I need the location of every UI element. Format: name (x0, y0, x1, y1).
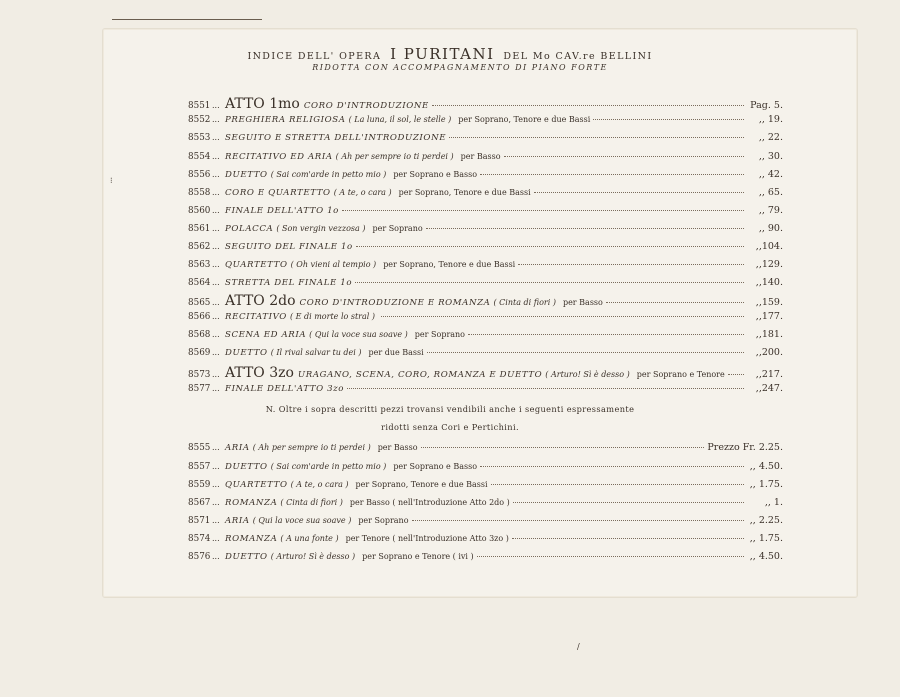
act-label: ATTO 2do (225, 293, 296, 309)
dotted-leader (491, 483, 744, 485)
entry-row (188, 277, 783, 293)
entry-row (188, 96, 783, 112)
piece-title: ROMANZA (225, 498, 278, 508)
leader-dots: ... (212, 443, 220, 452)
top-rule (112, 19, 262, 20)
piece-title: URAGANO, SCENA, CORO, ROMANZA E DUETTO (297, 370, 543, 380)
piece-title: QUARTETTO (225, 480, 288, 490)
page-number: ,,247. (755, 383, 783, 394)
incipit: ( Sai com'arde in petto mio ) (270, 170, 387, 179)
leader-dots: ... (212, 152, 220, 161)
catalog-number: 8565 (188, 298, 211, 308)
dotted-leader (412, 519, 744, 521)
entry-row (188, 169, 783, 185)
voices: per Basso (562, 298, 603, 307)
piece-title: FINALE DELL'ATTO 1o (225, 206, 339, 216)
entry-row (188, 311, 783, 327)
voices: per Soprano (372, 224, 423, 233)
voices: per Soprano e Tenore (636, 370, 725, 379)
dotted-leader (342, 209, 744, 211)
page-number: ,,200. (755, 347, 783, 358)
page-number: ,,104. (755, 241, 783, 252)
leader-dots: ... (212, 498, 220, 507)
leader-dots: ... (212, 462, 220, 471)
piece-title: RECITATIVO ED ARIA (225, 152, 333, 162)
piece-title: ARIA (225, 516, 250, 526)
price: ,, 4.50. (749, 461, 783, 472)
piece-title: POLACCA (225, 224, 274, 234)
dotted-leader (355, 281, 744, 283)
extra-entry-row (188, 551, 783, 567)
voices: per Soprano e Basso (393, 462, 478, 471)
incipit: ( Qui la voce sua soave ) (252, 516, 352, 525)
entry-row (188, 241, 783, 257)
catalog-number: 8551 (188, 101, 211, 111)
extra-entry-row (188, 533, 783, 549)
piece-title: SEGUITO E STRETTA DELL'INTRODUZIONE (225, 133, 447, 143)
dotted-leader (593, 118, 744, 120)
catalog-number: 8576 (188, 552, 211, 562)
page-number: ,,129. (755, 259, 783, 270)
entry-row (188, 187, 783, 203)
voices: per Soprano, Tenore e due Bassi (458, 115, 591, 124)
piece-title: DUETTO (225, 348, 268, 358)
dotted-leader (504, 155, 744, 157)
dotted-leader (381, 315, 744, 317)
piece-title: DUETTO (225, 552, 268, 562)
page-number: ,, 42. (758, 169, 783, 180)
piece-title: SEGUITO DEL FINALE 1o (225, 242, 353, 252)
piece-title: ARIA (225, 443, 250, 453)
opera-title: I PURITANI (390, 45, 495, 63)
piece-title: ROMANZA (225, 534, 278, 544)
extra-entry-row (188, 479, 783, 495)
catalog-number: 8555 (188, 443, 211, 453)
dotted-leader (432, 104, 744, 106)
dotted-leader (427, 351, 744, 353)
page-number: Pag. 5. (750, 100, 783, 111)
leader-dots: ... (212, 330, 220, 339)
voices: per Soprano e Basso (393, 170, 478, 179)
entry-row (188, 114, 783, 130)
dotted-leader (347, 387, 744, 389)
price: ,, 4.50. (749, 551, 783, 562)
page-number: ,, 19. (758, 114, 783, 125)
price: Prezzo Fr. 2.25. (707, 442, 783, 453)
catalog-number: 8563 (188, 260, 211, 270)
catalog-number: 8558 (188, 188, 211, 198)
dotted-leader (480, 465, 744, 467)
page-number: ,,140. (755, 277, 783, 288)
page-number: ,, 90. (758, 223, 783, 234)
voices: per Soprano, Tenore e due Bassi (355, 480, 488, 489)
leader-dots: ... (212, 101, 220, 110)
voices: per Soprano e Tenore ( ivi ) (362, 552, 474, 561)
header-pre: INDICE DELL' OPERA (247, 51, 382, 62)
voices: per Soprano, Tenore e due Bassi (398, 188, 531, 197)
leader-dots: ... (212, 188, 220, 197)
price: ,, 1.75. (749, 533, 783, 544)
leader-dots: ... (212, 370, 220, 379)
incipit: ( Qui la voce sua soave ) (309, 330, 408, 339)
incipit: ( Ah per sempre io ti perdei ) (335, 152, 454, 161)
entry-row (188, 205, 783, 221)
dotted-leader (534, 191, 744, 193)
note-line-1: N. Oltre i sopra descritti pezzi trovansi vendibili anche i seguenti espressamente (265, 404, 635, 414)
piece-title: DUETTO (225, 170, 268, 180)
voices: per Basso ( nell'Introduzione Atto 2do ) (349, 498, 510, 507)
piece-title: PREGHIERA RELIGIOSA (225, 115, 346, 125)
entry-row (188, 347, 783, 363)
dotted-leader (356, 245, 744, 247)
piece-title: DUETTO (225, 462, 268, 472)
incipit: ( Cinta di fiori ) (280, 498, 343, 507)
header-line-1 (0, 45, 900, 63)
page-number: ,,159. (755, 297, 783, 308)
page-number: ,, 22. (758, 132, 783, 143)
header-post: DEL Mo CAV.re BELLINI (503, 51, 653, 62)
extra-entry-row (188, 442, 783, 458)
leader-dots: ... (212, 115, 220, 124)
incipit: ( A te, o cara ) (290, 480, 349, 489)
act-label: ATTO 1mo (225, 96, 300, 112)
page-mark: / (577, 642, 580, 651)
note-line-2: ridotti senza Cori e Pertichini. (381, 422, 519, 432)
piece-title: RECITATIVO (225, 312, 287, 322)
entry-row (188, 132, 783, 148)
incipit: ( Son vergin vezzosa ) (276, 224, 366, 233)
leader-dots: ... (212, 206, 220, 215)
leader-dots: ... (212, 298, 220, 307)
piece-title: CORO E QUARTETTO (225, 188, 331, 198)
entry-row (188, 329, 783, 345)
act-label: ATTO 3zo (225, 365, 294, 381)
voices: per Basso (460, 152, 501, 161)
entry-row (188, 293, 783, 309)
entry-row (188, 151, 783, 167)
leader-dots: ... (212, 224, 220, 233)
incipit: ( Cinta di fiori ) (493, 298, 556, 307)
dotted-leader (477, 555, 744, 557)
leader-dots: ... (212, 552, 220, 561)
page-number: ,,177. (755, 311, 783, 322)
catalog-number: 8567 (188, 498, 211, 508)
piece-title: FINALE DELL'ATTO 3zo (225, 384, 345, 394)
catalog-number: 8556 (188, 170, 211, 180)
incipit: ( La luna, il sol, le stelle ) (348, 115, 452, 124)
leader-dots: ... (212, 534, 220, 543)
incipit: ( A te, o cara ) (333, 188, 392, 197)
header-line-2: RIDOTTA CON ACCOMPAGNAMENTO DI PIANO FORTE (312, 63, 608, 72)
leader-dots: ... (212, 242, 220, 251)
piece-title: SCENA ED ARIA (225, 330, 307, 340)
catalog-number: 8561 (188, 224, 211, 234)
catalog-number: 8574 (188, 534, 211, 544)
catalog-number: 8559 (188, 480, 211, 490)
leader-dots: ... (212, 516, 220, 525)
catalog-number: 8573 (188, 370, 211, 380)
incipit: ( Arturo! Sì è desso ) (270, 552, 356, 561)
leader-dots: ... (212, 170, 220, 179)
extra-entry-row (188, 461, 783, 477)
dotted-leader (449, 136, 744, 138)
dotted-leader (518, 263, 744, 265)
dotted-leader (468, 333, 744, 335)
leader-dots: ... (212, 278, 220, 287)
dotted-leader (513, 501, 744, 503)
dotted-leader (606, 301, 744, 303)
entry-row (188, 365, 783, 381)
voices: per Basso (377, 443, 418, 452)
leader-dots: ... (212, 260, 220, 269)
page-number: ,, 65. (758, 187, 783, 198)
incipit: ( Ah per sempre io ti perdei ) (252, 443, 371, 452)
voices: per due Bassi (368, 348, 424, 357)
catalog-number: 8554 (188, 152, 211, 162)
leader-dots: ... (212, 480, 220, 489)
page-number: ,,217. (755, 369, 783, 380)
dotted-leader (512, 537, 744, 539)
incipit: ( Il rival salvar tu dei ) (270, 348, 362, 357)
catalog-number: 8568 (188, 330, 211, 340)
entry-row (188, 223, 783, 239)
voices: per Soprano (414, 330, 465, 339)
piece-title: STRETTA DEL FINALE 1o (225, 278, 353, 288)
leader-dots: ... (212, 312, 220, 321)
incipit: ( Oh vieni al tempio ) (290, 260, 377, 269)
voices: per Soprano, Tenore e due Bassi (383, 260, 516, 269)
dotted-leader (728, 373, 744, 375)
voices: per Tenore ( nell'Introduzione Atto 3zo ) (345, 534, 509, 543)
price: ,, 1.75. (749, 479, 783, 490)
incipit: ( E di morte lo stral ) (289, 312, 375, 321)
dotted-leader (421, 446, 705, 448)
catalog-number: 8560 (188, 206, 211, 216)
piece-title: QUARTETTO (225, 260, 288, 270)
page-number: ,, 30. (758, 151, 783, 162)
piece-title: CORO D'INTRODUZIONE (303, 101, 429, 111)
leader-dots: ... (212, 384, 220, 393)
catalog-number: 8569 (188, 348, 211, 358)
extra-entry-row (188, 497, 783, 513)
entry-row (188, 259, 783, 275)
catalog-number: 8557 (188, 462, 211, 472)
leader-dots: ... (212, 348, 220, 357)
voices: per Soprano (358, 516, 409, 525)
page-number: ,,181. (755, 329, 783, 340)
dotted-leader (426, 227, 744, 229)
dotted-leader (480, 173, 744, 175)
piece-title: CORO D'INTRODUZIONE E ROMANZA (299, 298, 491, 308)
catalog-number: 8577 (188, 384, 211, 394)
catalog-number: 8566 (188, 312, 211, 322)
catalog-number: 8552 (188, 115, 211, 125)
price: ,, 2.25. (749, 515, 783, 526)
incipit: ( Sai com'arde in petto mio ) (270, 462, 387, 471)
leader-dots: ... (212, 133, 220, 142)
catalog-number: 8553 (188, 133, 211, 143)
entry-row (188, 383, 783, 399)
catalog-number: 8571 (188, 516, 211, 526)
catalog-number: 8564 (188, 278, 211, 288)
price: ,, 1. (764, 497, 783, 508)
page-number: ,, 79. (758, 205, 783, 216)
margin-mark: ⁝ (110, 176, 113, 185)
catalog-number: 8562 (188, 242, 211, 252)
incipit: ( Arturo! Sì è desso ) (545, 370, 630, 379)
incipit: ( A una fonte ) (280, 534, 339, 543)
extra-entry-row (188, 515, 783, 531)
